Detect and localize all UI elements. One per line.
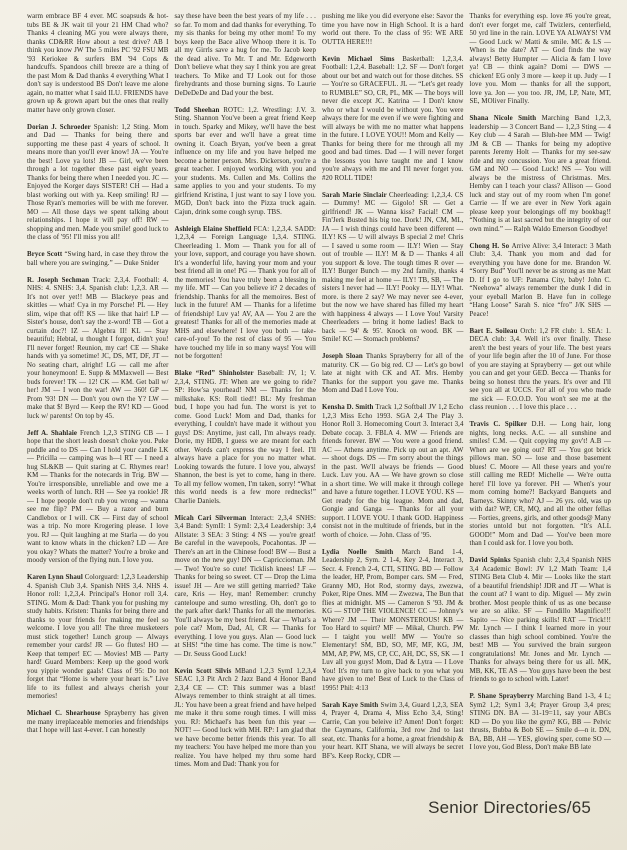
- directory-entry: [322, 13, 464, 47]
- directory-entry: [470, 693, 612, 753]
- entry-text: Basketball: 1,2,3,4. Football: 1,2,4. Baseball: 1,2. SF — Don't forget about our bet and watch out for those ditches. SS — You're so GRACEFUL. JL — “Let's get ready to RUMBLE” SO, CR, PL, MK — The boys will never die except JC. Katrina — I Don't know who or what I would be without you. You were always there for me even if we were fighting and will always be with me no matter what happens in the future. I LOVE YOU!! Mom and Kelly — Thanks for being there for me through all my good and bad times. Dad — I will never forget the lessons you have taught me and I know you're always with me and I'll never forget you. #20 ROLL TIDE!: [322, 55, 464, 182]
- directory-columns: [27, 13, 611, 778]
- directory-entry: [27, 430, 169, 566]
- entry-name: Micah Cari Silverman: [174, 514, 251, 522]
- entry-text: French 1,2,3 STING CB — I hope that the short leash doesn't choke you. Puke puddle and to DS — Can I hold your candle LK — Pricilla — camping was h—l RT — I need a hug SL&KB — Quit staring at C. Rhymes rear! KM — Thanks for the notecards in Trig. BW — You're irresponsible, unreliable and owe me a weeks worth of lunch. RH — See ya rookie! JR — I hope people don't rub you wrong — wanna see me flip? PM — Buy a razor and burn Candlebox or I will. CK — First day of school was a trip. No more Krogering please. I love you. RJ — Quit laughing at me Starla — do you want to know whats in the chicken? LD — Are you okay? Whats the matter? You're a broke and moody version of the flying nun. I love you.: [27, 429, 169, 564]
- page-footer: Senior Directories/65: [428, 798, 591, 817]
- entry-text: Orch: 1,2 FR club: 1. SEA: 1. DECA club: 3,4. Well it's over finally. These aren't the best years of your life. The best years of your life begin after the 10 of June. For those of you are staying at Sprayberry — get out while you can and get your GED. Becca — Thanks for being so honest thru the years. It's over and I'll see you all at UCCS. For all of you who made me sick — F.O.O.D. You won't see me at the class reunion . . . I love this place . . .: [469, 327, 611, 411]
- entry-name: P. Shane Sprayberry: [469, 693, 537, 700]
- entry-text: Thanks for everything esp. love #6 you're great, don't ever forget me, calf Twizlers, centerfield, 50 yrd line in the rain. LOVE YA ALWAYS! VM — Good Luck w/ Matti & smile. MC & LS — When is the date? AT — God finds the way always! Betty Humpter — Alicia & fam I love ya! CB — think again? Domi — DWS — chicken! EG only 3 more — keep it up. Judy — I love you. Mom — thanks for all the support, love ya. Jon — you too. JR, JM, LP, Nate, MT, SE, MOliver Finally.: [469, 13, 611, 105]
- directory-entry: [175, 226, 317, 362]
- entry-text: Track: 2,3,4. Football: 4. NHS: 4. SNHS: 3,4. Spanish club: 1,2,3. AR — It's not over yet!! MB — Blackeye peas and skittles — what! Cya in my Porsche! PL — Hey slim, wipe that off! KS — like that hair! LP — Sister's house, don't say the z-word! TB — Got a curtain doc?! IZ — Algebra II! KL — Stay beautiful; Hebtal, u thought I forgot, didn't you! I'll never forget! Reunion, my car! CE — Shake hands with ya sometime! JC, DS, MT, DF, JT — No seating chart, alright! LG — call me after your honeymoon! E. Supp & MMaxwell — Best buds forever! TK — 12! CK — KM. Get ball w/ her! JM — I won the war! AW — 360! GP — Prom '93! DN — Don't you own the Y? LW — make that $! Byrd — Keep the RV! KD — Good luck w/ parents! On top by 45.: [27, 276, 169, 420]
- entry-name: Kensha D. Smith: [322, 404, 376, 411]
- directory-entry: [175, 668, 317, 770]
- entry-text: Sprayberry has given me many irreplaceable memories and friendships that I hope will last 4-ever. I can honestly: [27, 710, 169, 734]
- entry-text: warm embrace BF 4 ever. MC soapsuds & hot-tubs BE & JK wait til your 21 HM Chad who? Thanks 4 cleaning MG you were always there, thanks CD&RR How about a test drive? AB I think you know JW The 5 miles PC '92 FSU MB '93 Keriokee & surfers BM '94 Cops & handcuffs. Spandoos chill breeze are a thing of the past Mom & Dad thanks 4 everything What I don't say is understood BS Don't leave me alone again, no matter what I said ILU. FRIENDS have grown up & grown apart but the ones that really matter have only grown closer.: [27, 13, 169, 114]
- directory-entry: [27, 124, 169, 243]
- entry-text: Colorguard: 1,2,3 Leadership 4. Spanish Club 3,4. Spanish NHS 3,4. NHS 4. Honor roll: 1,2,3,4. Principal's Honor roll 3,4. STING. Mom & Dad: Thank you for pushing my study habits. Kristen: Thanks for being there and thanks to your friends for making me feel so welcome. I love you all! The three musketeers must stick together! Lunch group — Always remember your cards! JR — Go flutes! HO — Keep that temper! EC — Movies! MB — Party hard! Guard Members: Keep up the good work you yippie wonder gaals! Class of 95: Do not forget that “Home is where your heart is.” Live life to its fullest and always cherish your memories!: [27, 574, 169, 700]
- entry-text: Cheerleading: 1,2,3,4. CS — Dummy! MC — Gigolo! SR — Get a girlfriend! JK — Wanna kiss? Facial! CM — Fin'Jerk Busted his big toe. Dork! JN, CM, ML, JA — I wish things could have been different — ILY! KS — U will always B special 2 me! Chris — I saved u some room — ILY! Wien — Stay out of trouble — ILY! M & D — Thanks 4 all you support & love. The tough times R over — ILY! Burger Bunch — my 2nd family, thanks 4 making me feel at home — ILY! TB, SB, — The sisters I never had — ILY! Pooky — ILY! What. more. is there 2 say? We may never see 4-ever, but the now we have shared has filled my heart with happiness 4 always — I Love You! Varsity Cheerleaders — bring it home ladies! Back to back — 94' & 95'. Knock on wood. BK — Smile! KC — Stomach problems?: [322, 191, 464, 343]
- entry-name: Joseph Sloan: [322, 353, 366, 360]
- text-column-4: [470, 13, 612, 778]
- entry-name: Bart E. Soileau: [469, 327, 521, 335]
- entry-text: Marching Band 1,2,3, leadership — 3 Concert Band — 1,2,3 Sting — 4 Key club — 4 Sarah — Bluh-hee MM — Twig! JM & CB — Thanks for being my adoptive parents Jeremy Holt — Thanks for my see-saw ride and my concussion. You are a great friend. GM and NO — Good Luck! NS — You will always be the mistress of Christmas. Mrs. Hemby can I teach your class? Allison — Good luck and stay out of my room when I'm gone! Carrie — If we are ever in New York again please keep your belongings off my bookbag!! “Nothing is at last sacred but the integrity of our own mind.” — Ralph Waldo Emerson Goodbye!: [469, 115, 611, 233]
- directory-entry: [175, 515, 317, 660]
- entry-name: Kevin Scott Silvis: [174, 667, 235, 675]
- entry-name: Chong H. So: [469, 242, 512, 250]
- entry-name: Dorian J. Schroeder: [27, 123, 94, 131]
- directory-entry: [470, 243, 612, 320]
- directory-entry: [322, 702, 464, 762]
- directory-entry: [322, 404, 464, 540]
- directory-entry: [470, 115, 612, 234]
- entry-name: David Spinks: [469, 557, 514, 564]
- entry-text: “Swing hard, in case they throw the ball where you are swinging.” — Duke Snider: [27, 251, 169, 267]
- entry-name: Kevin Michael Sims: [322, 55, 403, 63]
- directory-entry: [27, 13, 169, 115]
- entry-name: Ashleigh Elaine Sheffield: [174, 225, 254, 233]
- entry-name: Blake “Red” Shinholster: [174, 370, 258, 377]
- entry-text: FCA: 1,2,3,4. SADD: 1,2,3,4 — Foreign Language 1,3,4. STING. Cheerleading 1. Mom — Thank you for all of your love, support, and courage you have shown. It's a wonderful life, having your mom and your best friend all in one! PG — Thank you for all of the memories! You have truly been a blessing in my life. MT — Can you believe it? 2 decades of friendship. Thanks for all the memoires. Best of luck in the future! AM — Thanks for a lifetime of friendship! Luv ya! AV, AA — You 2 are the greatest! Thanks for all of the memories made at MHS and elsewhere! I love you both — take-care-of-you! To the rest of class of 95 — You have touched my life in so many ways! You will not be forgotten!: [174, 225, 317, 360]
- directory-entry: [322, 56, 464, 184]
- directory-entry: [27, 251, 169, 268]
- entry-text: MBand 1,2,3 SymI 1,2,3,4 SEAC 1,3 Pit Arch 2 Jazz Band 4 Honor Band 2,3,4 CE — CT: This summer was a blast! Always remember to think straight at all times. JL: You have been a great friend and have helped me make it thru some rough times. I will miss you. RJ: Michael's has been fun this year — NOT! — Good luck with MH. RP: I am glad that we have become better friends this year. To all my teachers: You have helped me more than you realize. You have helped my thru some hard times. Mom and Dad: Thank you for: [174, 667, 316, 768]
- entry-name: Sarah Kaye Smith: [322, 701, 381, 709]
- text-column-3: [322, 13, 464, 778]
- entry-text: March Band 1-4, Leadership 2, Sym. 2 1-4, Key 2-4, Interact 3, Secr. 4. French 2-4, CTI, STING. BD — Follow the leader, HP, Prom, Bomper cars. SM — Fred, Granny MO, Hot Rod, stormy days, zwezwa, Poker, Ripe Ones. MM — Zwezwa, The Bun that flies at midnight. MS — Cameron S '93. JM & KG — STOP THE VIOLENCE! CC — Johnny's Where? JM — Their MONSTEROUS! KB — Too Hard to squirt? MF — Mikal, Church. PW — I taight you well! MW — You're so Elementary! SM, BD, SO, MF, MF, KG, JM, MM, AP, PW, MS, CP, CC, AH, DC, SS, SK — I Luv all you guys! Mom, Dad & Lytra — I Love You! It's my turn to give back to you what you have given to me! Best of Luck to the Class of 1995! Phil: 4:13: [322, 548, 464, 692]
- directory-entry: [470, 421, 612, 549]
- directory-entry: [322, 353, 464, 396]
- text-column-1: [27, 13, 169, 778]
- entry-name: Sarah Marie Sinclair: [322, 191, 389, 199]
- entry-name: Bryce Scott: [27, 251, 65, 258]
- directory-entry: [27, 277, 169, 422]
- entry-text: Arrive Alive: 3,4 Interact: 3 Math Club: 3,4. Thank you mom and dad for everything you have done for me. Brandon W. “Sorry Bud” You'll never be as strong as me Matt D. If I go to UF: Panama City, baby! John C. “Neehowa” always remember the dunk I did in your eyeball Marlon B. Have fun in college “Hang Loose” Sarah S. nice “fro” J/K SHS — Peace!: [469, 242, 611, 318]
- entry-text: Baseball: JV, 1; V. 2,3,4, STING. JT: When are we going to ride? SP: How'sa yourhead! NM — Thanks for the milkshake. KS: Roll tied!! BL: My freshman bud, I hope you had fun. The worst is yet to come. Good Luck! Mom and Dad, thanks for everything, I couldn't have made it without you guys! DS: Anytime, just call, I'm always ready. Dorie, my HDB, I guess we are meant for each other. Words can't express the way I feel. I'll always have a place for you no matter what. Looking towards the future. I love you, always! Shannon, the best is yet to come, hang in there. To all my fellow women, I'm taken, sorry! “What this world needs is a few more rednecks!” Charlie Daniels.: [174, 370, 316, 505]
- directory-entry: [175, 13, 317, 98]
- entry-name: Lydia Noelle Smith: [322, 548, 402, 556]
- entry-text: Track 1,2 Softball JV 1,2 Echo 1,2,3 Miss Echo 1993. SGA 2,4 The Play 3. Honor Roll 3. Homecoming Court 3. Interact 3,4 Debate cocap. 3. FBLA 4. MW — Friends are friends forever. BW — You were a good friend. AC — Athens anytime. Pick up out an apt. AW — shoot dogs. DS — I'm sorry about the things in the past. We'll always be friends — Good Luck. Luv you. AA — We have grown so close in a short time. We will make it through college and have a future together. I LOVE YOU. KS — Get ready for the big league. Mom and dad, Gongie and Ganga — Thanks for all your support. I LOVE YOU. I thank GOD. Happiness consist not in the multitude of friends, but in the worth of choice. — John. Class of '95.: [322, 404, 464, 539]
- directory-entry: [175, 370, 317, 506]
- entry-text: Thanks Sprayberry for all of the maturity. CK — Go big red. CJ — Let's go bowl late at night with CK and AT. Mrs. Hemby Thanks for the support you gave me. Thanks Mom and Dad I Love You.: [322, 353, 464, 394]
- entry-name: Travis C. Spilker: [469, 421, 532, 428]
- directory-entry: [322, 549, 464, 694]
- entry-name: Karen Lynn Shaul: [27, 574, 85, 581]
- entry-text: Spanish club: 2,3,4 Spanish NHS 3,4 Academic Bowl: JV 1,2 Math Team: 1,4 STING Beta Club 4. Mir — Looks like the start of a beautiful friendship! JDR and JT — What is the count at? I want to dip. Miguel — My zwin brother. Most people think of us as one because we are so alike. SF — Fundillo Magnifico!!! Sapito — Nice parking skills! RAT — Trick!!! Mr. Lynch — I think I learned more in your classes than high school combined. You're the best! MB — You survived the brain surgeon congratulations! Mr. Jones and Mr. Lynch — Thanks for always being there for us all. MK, MB, KK, TE AS — You guys have been the best friends to go to school with. Later!: [469, 557, 611, 683]
- entry-text: Marching Band 1-3, 4 L; Sym2 1,2; Sym1 3,4; Prayer Group 3,4 pres; STING DN. BA — 31-19=11, say your ABCs KD — Do you like the gym? KG, BB — Pelvic thrusts, Bubba & Bob SE — Smile d—n it. DN, BA, BB, AH — YES, glowing sper, come SO — I love you, God Bless, Don't make BB late: [469, 693, 611, 751]
- entry-text: pushing me like you did everyone else: Savor the time you have now in High School. It is a hard world out there. To the class of 95: WE ARE OUTTA HERE!!!: [322, 13, 464, 46]
- directory-entry: [27, 574, 169, 702]
- entry-text: D.H. — Long hair, long nights, long necks. A.C. — all sunshine and smiles! C.M. — Quit copying my gov't! A.B — When are we going out? RT — You got brick pillows man. SO — lose and those basement blues! C. Moore — All these years and you're still calling me RED! Michelle — We're outta here! I'll love ya forever. PH — When's your mom coming home?! Backyard Banquets and Barneys. Skinny who? AJ — 26 yrs. old, was up with dat? WP, CR, MQ, and all the other fellas — Forties, greens, girls, and other goods@ Many stories untold but not forgotten. “It's ALL GOOD!” Mom and Dad — You've been more than I could ask for. I love you both.: [469, 421, 611, 547]
- entry-text: ROTC: 1,2. Wrestling: J.V. 3. Sting. Shannon You've been a great friend Keep in touch. Sparky and Mikey, we'll have the best sports bar ever and we'll have a great time owning it. Coach Bryan, you've been a great influence on my life and you have helped me become a better person. Mrs. Dickerson, you're a great teacher. I enjoyed working with you and your students. Ms. Cullen and Ms. Collins the same applies to you and your students. To my girlfriend Kristina, I just want to say I love you. MGD, Don't back into the Pizza truck again. Cajun, drink some cough syrup. TBS.: [174, 106, 316, 216]
- entry-name: R. Joseph Sechman: [27, 276, 93, 284]
- entry-name: Shana Nicole Smith: [469, 115, 542, 122]
- entry-text: say these have been the best years of my life . . . so far. To mom and dad thanks for everything. To my sis thanks for being my other mom! To my boys keep the Bace alive Whoop there it is. To all my Girrls save a hug for me. To Jacob keep the dead alive. To Mr. T and Mr. Edgeworth Don't believe what they say I think you are great teachers. To Mike and TJ Look out for those firehydrants and those burning signs. To Laurie DeDeDeDe and Dad your the best.: [174, 13, 316, 97]
- entry-name: Michael C. Shearhouse: [27, 710, 105, 717]
- directory-entry: [27, 710, 169, 736]
- directory-entry: [470, 13, 612, 107]
- directory-entry: [322, 192, 464, 345]
- entry-text: Interact: 2,3,4 SNHS: 3,4 Band: SymII: 1 SymI: 2,3,4 Leadership: 3,4 Allstate: 3 SEA: 3 Sting: 4 NS — you're great! Be careful in the wavepools, Pocahontas. JP — There's an art in the Chinese food! BW — Bust a move on the new guy! DN — Capriccioman. JM — Two! You're so cute! Ticklish knees! LF — Thanks for being so sweet. CT — Drop the Lima issue! JH — Are we still getting married? Take care, Kris — Hey, man! Remember: crunchy canteloupe and sumo wrestling. Oh, don't go to the park after dark! Thanks for all the memories. You'll always be my best friend. Kar — What's a pole cat? Mom, Dad, Al, CR — Thanks for everything. I love you guys. Alan — Good luck at SHS! “the time has come. The time is now.” — Dr. Seuss Good Luck!: [174, 514, 316, 658]
- directory-entry: [470, 557, 612, 685]
- entry-name: Todd Sheehan: [174, 106, 224, 114]
- directory-entry: [175, 107, 317, 218]
- directory-entry: [470, 328, 612, 413]
- entry-text: Spanish: 1,2 Sting. Mom and Dad — Thanks for being there and supporting me these past 4 years of school. It means more than you'll ever know! JA — You're the best! Love ya lots! JB — Girl, we've been through a lot together these past eight years. Thanks for being there when I needed you. JC — Enjoyed the Korger days SISTER! CH — Had a blast working out with ya. Keep smiling! RJ — Those Ryan's memories will be with me forever. MO — All those days we spent talking about relationships. I hope it will pay off! RW — shopping and men. Made you smile! good luck to the class of '95! I'll miss you all!: [27, 123, 169, 241]
- entry-name: Jeff A. Shahlaie: [27, 429, 81, 437]
- entry-text: Swim 3,4, Guard 1,2,3, SEA 4, Prayer 4, Drama 4, Miss Echo 3,4, Sting! Carrie, Can you beleive it? Amen! Don't forget: the Caymans, California, 3rd row 2nd to last seat, etc. Thanks for a home, a great friendship & your heart. KIT Shana, we will always be secret BF's. Keep Rocky, CDR —: [322, 701, 464, 760]
- text-column-2: [175, 13, 317, 778]
